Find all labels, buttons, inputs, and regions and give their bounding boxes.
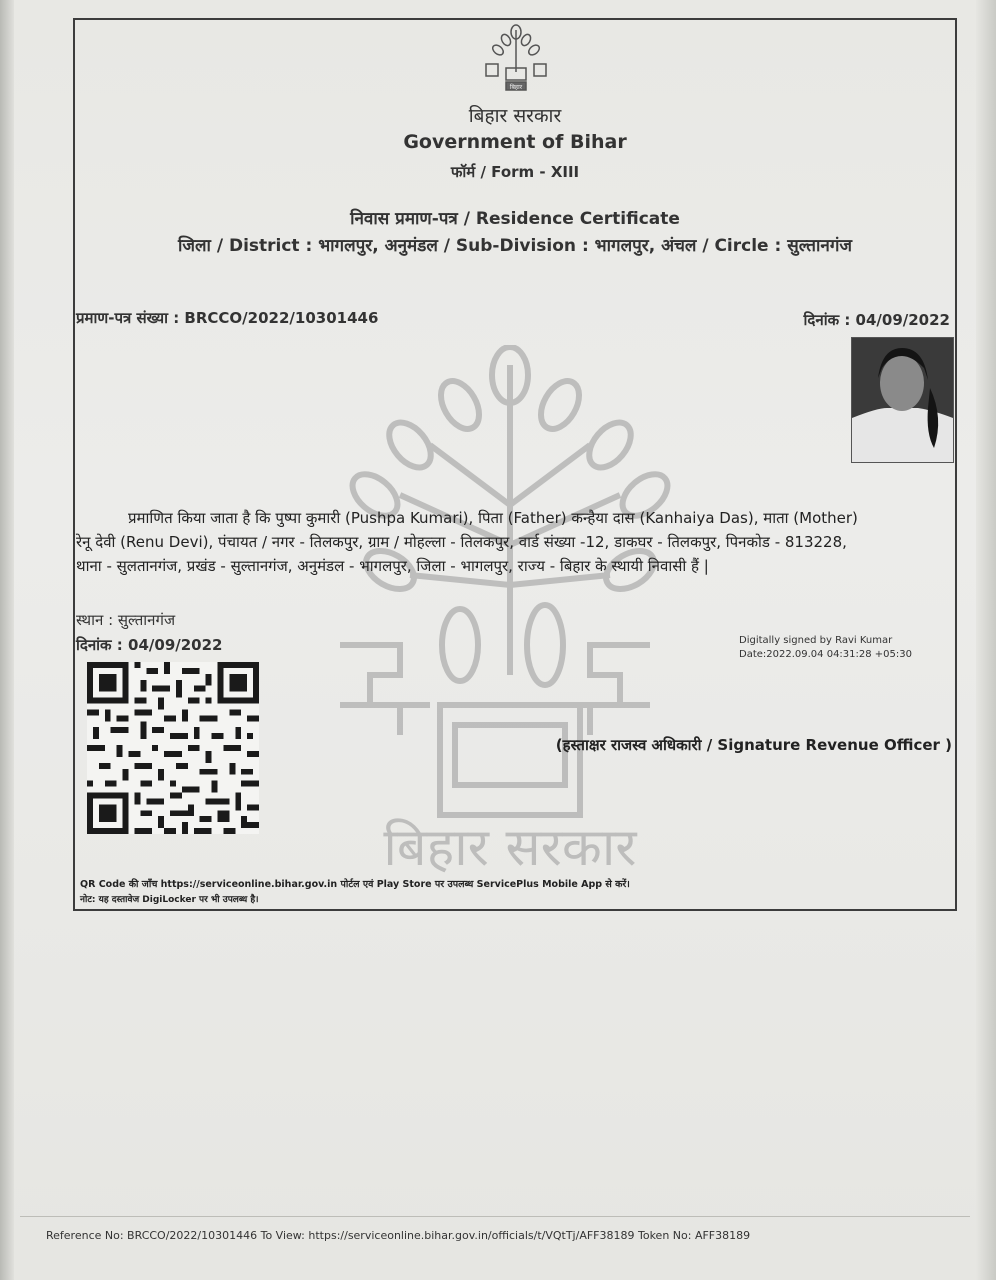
certificate-date: दिनांक : 04/09/2022 (803, 311, 950, 329)
verification-qr-code[interactable] (84, 662, 262, 834)
certificate-number: प्रमाण-पत्र संख्या : BRCCO/2022/10301446 (76, 309, 379, 327)
qr-verification-note: QR Code की जाँच https://serviceonline.bihar.gov.in पोर्टल एवं Play Store पर उपलब्ध ServicePlus Mobile App से करें। (80, 879, 630, 890)
form-number: फॉर्म / Form - XIII (450, 163, 580, 181)
issue-date-label: दिनांक : 04/09/2022 (76, 636, 223, 654)
emblem-caption: बिहार (509, 84, 523, 91)
place-label: स्थान : सुल्तानगंज (76, 611, 176, 629)
certificate-body (76, 506, 954, 578)
body-line-1: प्रमाणित किया जाता है कि पुष्पा कुमारी (Pushpa Kumari), पिता (Father) कन्हैया दास (Kanhaiya Das), माता (Mother) (128, 509, 858, 527)
digilocker-note: नोट: यह दस्तावेज DigiLocker पर भी उपलब्ध है। (80, 895, 259, 905)
reference-line: Reference No: BRCCO/2022/10301446 To View: https://serviceonline.bihar.gov.in/officials/t/VQtTj/AFF38189 Token No: AFF38189 (46, 1229, 751, 1242)
bihar-tree-watermark (320, 345, 700, 875)
digital-signature-date: Date:2022.09.04 04:31:28 +05:30 (739, 649, 912, 660)
signature-officer-label: (हस्ताक्षर राजस्व अधिकारी / Signature Revenue Officer ) (555, 736, 952, 754)
right-page-edge (976, 0, 996, 1280)
body-line-3: थाना - सुलतानगंज, प्रखंड - सुल्तानगंज, अनुमंडल - भागलपुर, जिला - भागलपुर, राज्य - बिहार के स्थायी निवासी हैं | (76, 557, 709, 575)
title-english: Government of Bihar (403, 131, 627, 153)
watermark-text: बिहार सरकार (383, 818, 637, 875)
left-page-edge (0, 0, 14, 1280)
body-line-2: रेनू देवी (Renu Devi), पंचायत / नगर - तिलकपुर, ग्राम / मोहल्ला - तिलकपुर, वार्ड संख्या -12, डाकघर - तिलकपुर, पिनकोड - 813228, (76, 533, 847, 551)
applicant-photo (851, 337, 954, 463)
footer-separator (20, 1216, 970, 1217)
district-line: जिला / District : भागलपुर, अनुमंडल / Sub-Division : भागलपुर, अंचल / Circle : सुल्तानगंज (177, 236, 853, 256)
digital-signature-name: Digitally signed by Ravi Kumar (739, 635, 893, 646)
certificate-heading: निवास प्रमाण-पत्र / Residence Certificate (350, 209, 680, 229)
title-hindi: बिहार सरकार (468, 105, 562, 127)
